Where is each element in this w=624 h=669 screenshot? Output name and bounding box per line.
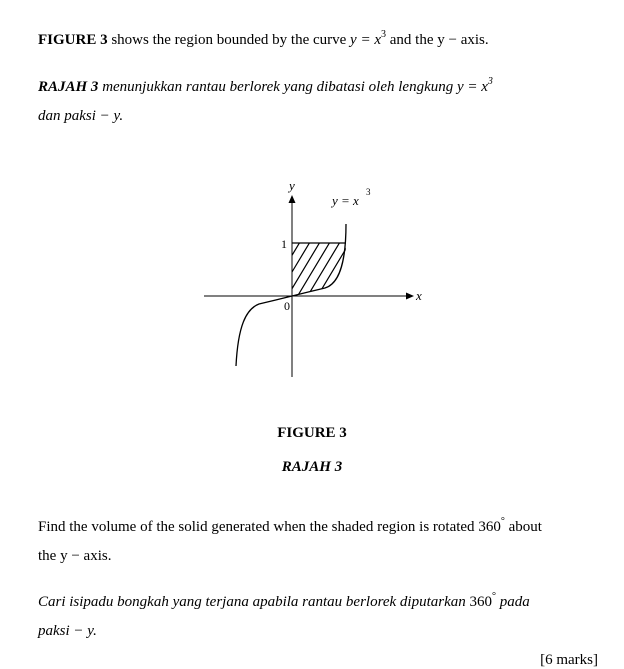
curve-equation-rhs: = x [356, 32, 381, 48]
question-en-line2: the y − axis. [38, 548, 112, 564]
intro-ms-text-a: menunjukkan rantau berlorek yang dibatasi oleh lengkung [98, 79, 457, 95]
y-axis-arrow-icon [289, 195, 296, 203]
question-ms-text-b: pada [496, 594, 530, 610]
question-en-text-b: about [504, 519, 542, 535]
curve-label-exponent: 3 [366, 187, 371, 197]
x-axis-arrow-icon [406, 293, 414, 300]
tick-label-one: 1 [281, 237, 287, 251]
marks-allocation: [6 marks] [540, 652, 598, 668]
curve-equation-lhs: y [350, 32, 357, 48]
question-ms [38, 591, 530, 611]
question-en-text-a: Find the volume of the solid generated when the shaded region is rotated [38, 519, 479, 535]
shaded-region [246, 232, 376, 332]
figure-reference-ms: RAJAH 3 [38, 79, 99, 95]
curve-label: y = x [332, 193, 359, 208]
figure-caption-en: FIGURE 3 [277, 425, 347, 441]
rotation-angle: 360 [478, 519, 501, 535]
degree-symbol: ° [500, 516, 505, 527]
curve-y-equals-x-cubed [236, 224, 346, 366]
intro-ms-line2: dan paksi − y. [38, 108, 124, 124]
figure-caption-ms: RAJAH 3 [281, 459, 343, 475]
curve-exponent-ms: 3 [487, 76, 493, 87]
question-ms-line2: paksi − y. [38, 623, 97, 639]
curve-equation-ms: y = x [456, 79, 488, 95]
intro-text-a: shows the region bounded by the curve [107, 32, 351, 48]
question-intro-ms [38, 76, 493, 96]
degree-symbol-ms: ° [492, 591, 497, 602]
question-en [38, 516, 542, 536]
origin-label: 0 [284, 299, 290, 313]
y-axis-label: y [289, 178, 295, 193]
curve-exponent: 3 [381, 29, 386, 40]
axis-name: y − axis. [437, 32, 489, 48]
x-axis-label: x [416, 288, 422, 303]
rotation-angle-ms: 360 [469, 594, 493, 610]
intro-text-b: and the [386, 32, 438, 48]
figure-3-graph [196, 172, 426, 382]
figure-reference: FIGURE 3 [38, 32, 108, 48]
question-intro-en [38, 29, 489, 49]
question-ms-text-a: Cari isipadu bongkah yang terjana apabila rantau berlorek diputarkan [38, 594, 470, 610]
